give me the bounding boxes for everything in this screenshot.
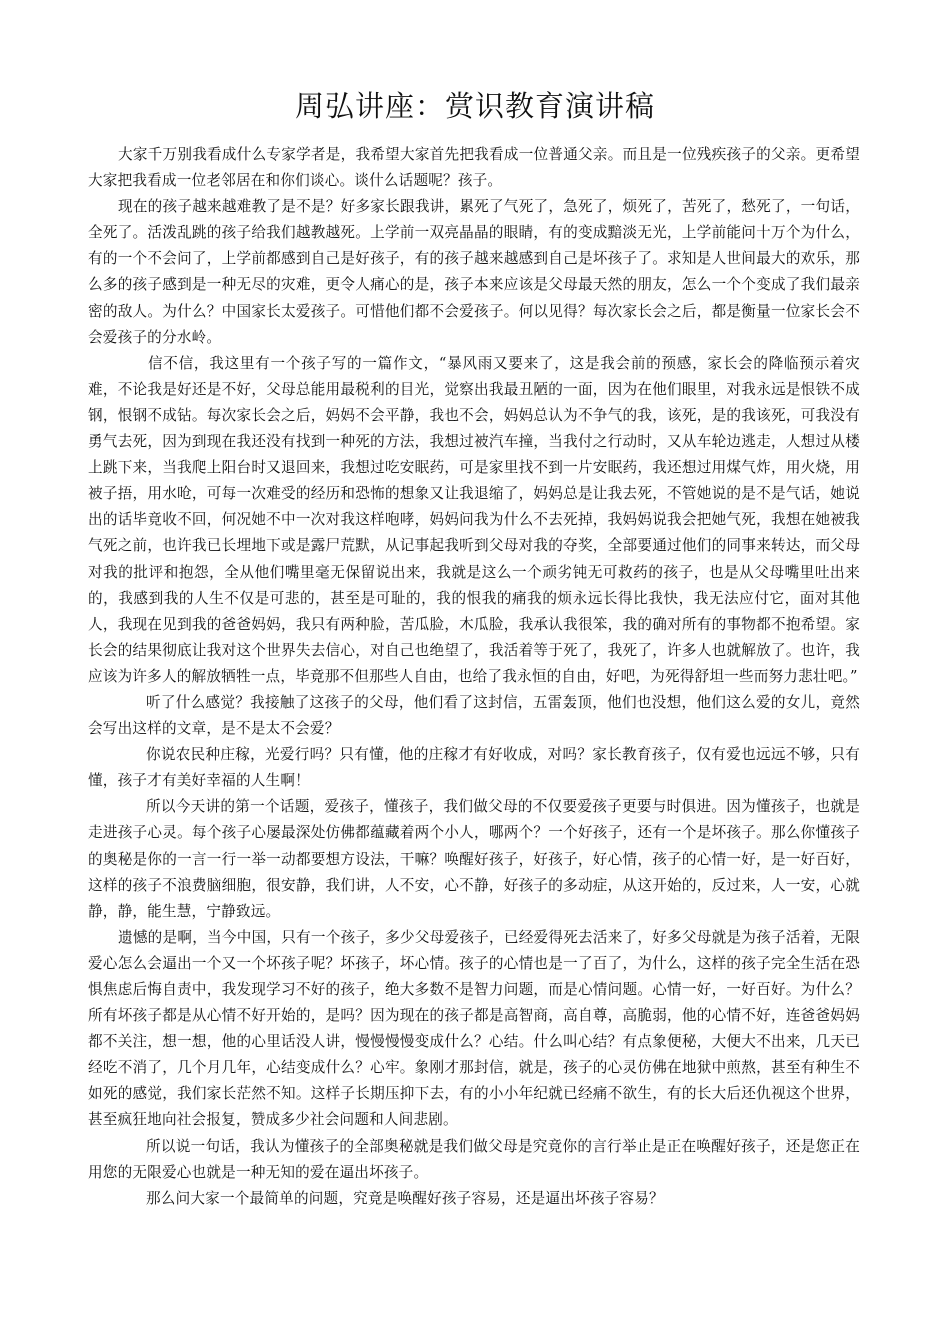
paragraph: 所以今天讲的第一个话题，爱孩子，懂孩子，我们做父母的不仅要爱孩子更要与时俱进。因为懂孩子，也就是走进孩子心灵。每个孩子心屡最深处仿佛都蕴藏着两个小人，哪两个？一个好孩子，还有一个是坏孩子。那么你懂孩子的奥秘是你的一言一行一举一动都要想方设法，干嘛？唤醒好孩子，好孩子，好心情，孩子的心情一好，是一好百好，这样的孩子不浪费脑细胞，很安静，我们讲，人不安，心不静，好孩子的多动症，从这开始的，反过来，人一安，心就静，静，能生慧，宁静致远。 (88, 798, 860, 920)
paragraph: 所以说一句话，我认为懂孩子的全部奥秘就是我们做父母是究竟你的言行举止是正在唤醒好孩子，还是您正在用您的无限爱心也就是一种无知的爱在逼出坏孩子。 (88, 1137, 860, 1181)
paragraph: 听了什么感觉？我接触了这孩子的父母，他们看了这封信，五雷轰顶，他们也没想，他们这么爱的女儿，竟然会写出这样的文章，是不是太不会爱？ (88, 693, 860, 738)
paragraph: 遗憾的是啊，当今中国，只有一个孩子，多少父母爱孩子，已经爱得死去活来了，好多父母就是为孩子活着，无限爱心怎么会逼出一个又一个坏孩子呢？坏孩子，坏心情。孩子的心情也是一了百了，为什么，这样的孩子完全生活在恐惧焦虑后悔自责中，我发现学习不好的孩子，绝大多数不是智力问题，而是心情问题。心情一好，一好百好。为什么？所有坏孩子都是从心情不好开始的，是吗？因为现在的孩子都是高智商，高自尊，高脆弱，他的心情不好，连爸爸妈妈都不关注，想一想，他的心里话没人讲，慢慢慢慢变成什么？心结。什么叫心结？有点象便秘，大便大不出来，几天已经吃不消了，几个月几年，心结变成什么？心牢。象刚才那封信，就是，孩子的心灵仿佛在地狱中煎熬，甚至有种生不如死的感觉，我们家长茫然不知。这样子长期压抑下去，有的小小年纪就已经痛不欲生，有的长大后还仇视这个世界，甚至疯狂地向社会报复，赞成多少社会问题和人间悲剧。 (88, 928, 860, 1129)
paragraph: 现在的孩子越来越难教了是不是？好多家长跟我讲，累死了气死了，急死了，烦死了，苦死了，愁死了，一句话，全死了。活泼乱跳的孩子给我们越教越死。上学前一双亮晶晶的眼睛，有的变成黯淡无光，上学前能问十万个为什么，有的一个不会问了，上学前都感到自己是好孩子，有的孩子越来越感到自己是坏孩子了。求知是人世间最大的欢乐，那么多的孩子感到是一种无尽的灾难，更令人痛心的是，孩子本来应该是父母最天然的朋友，怎么一个个变成了我们最亲密的敌人。为什么？中国家长太爱孩子。可惜他们都不会爱孩子。何以见得？每次家长会之后，都是衡量一位家长会不会爱孩子的分水岭。 (88, 198, 860, 346)
paragraph: 信不信，我这里有一个孩子写的一篇作文，“暴风雨又要来了，这是我会前的预感，家长会的降临预示着灾难，不论我是好还是不好，父母总能用最税利的目光，觉察出我最丑陋的一面，因为在他们眼里，对我永远是恨铁不成钢，恨钢不成钻。每次家长会之后，妈妈不会平静，我也不会，妈妈总认为不争气的我，该死，是的我该死，可我没有勇气去死，因为到现在我还没有找到一种死的方法，我想过被汽车撞，当我付之行动时，又从车轮边逃走，人想过从楼上跳下来，当我爬上阳台时又退回来，我想过吃安眠药，可是家里找不到一片安眠药，我还想过用煤气炸，用火烧，用被子捂，用水呛，可每一次难受的经历和恐怖的想象又让我退缩了，妈妈总是让我去死，不管她说的是不是气话，她说出的话毕竟收不回，何况她不中一次对我这样咆哮，妈妈问我为什么不去死掉，我妈妈说我会把她气死，我想在她被我气死之前，也许我已长埋地下或是露尸荒默，从记事起我听到父母对我的夺奖，全部要通过他们的同事来转达，而父母对我的批评和抱怨，全从他们嘴里毫无保留说出来，我就是这么一个顽劣钝无可救药的孩子，也是从父母嘴里吐出来的，我感到我的人生不仅是可悲的，甚至是可耻的，我的恨我的痛我的烦永远长得比我快，我无法应付它，面对其他人，我现在见到我的爸爸妈妈，我只有两种脸，苦瓜脸，木瓜脸，我承认我很笨，我的确对所有的事物都不抱希望。家长会的结果彻底让我对这个世界失去信心，对自己也绝望了，我活着等于死了，我死了，许多人也就解放了。也许，我应该为许多人的解放牺牲一点，毕竟那不但那些人自由，也给了我永恒的自由，好吧，为死得舒坦一些而努力悲壮吧。” (88, 354, 860, 685)
paragraph: 你说农民种庄稼，光爱行吗？只有懂，他的庄稼才有好收成，对吗？家长教育孩子，仅有爱也远远不够，只有懂，孩子才有美好幸福的人生啊！ (88, 746, 860, 790)
paragraph: 那么问大家一个最简单的问题，究竟是唤醒好孩子容易，还是逼出坏孩子容易？ (146, 1189, 664, 1207)
document-body (88, 142, 860, 1212)
document-title: 周弘讲座：赏识教育演讲稿 (294, 89, 655, 123)
paragraph: 大家千万别我看成什么专家学者是，我希望大家首先把我看成一位普通父亲。而且是一位残疾孩子的父亲。更希望大家把我看成一位老邻居在和你们谈心。谈什么话题呢？孩子。 (88, 146, 860, 190)
